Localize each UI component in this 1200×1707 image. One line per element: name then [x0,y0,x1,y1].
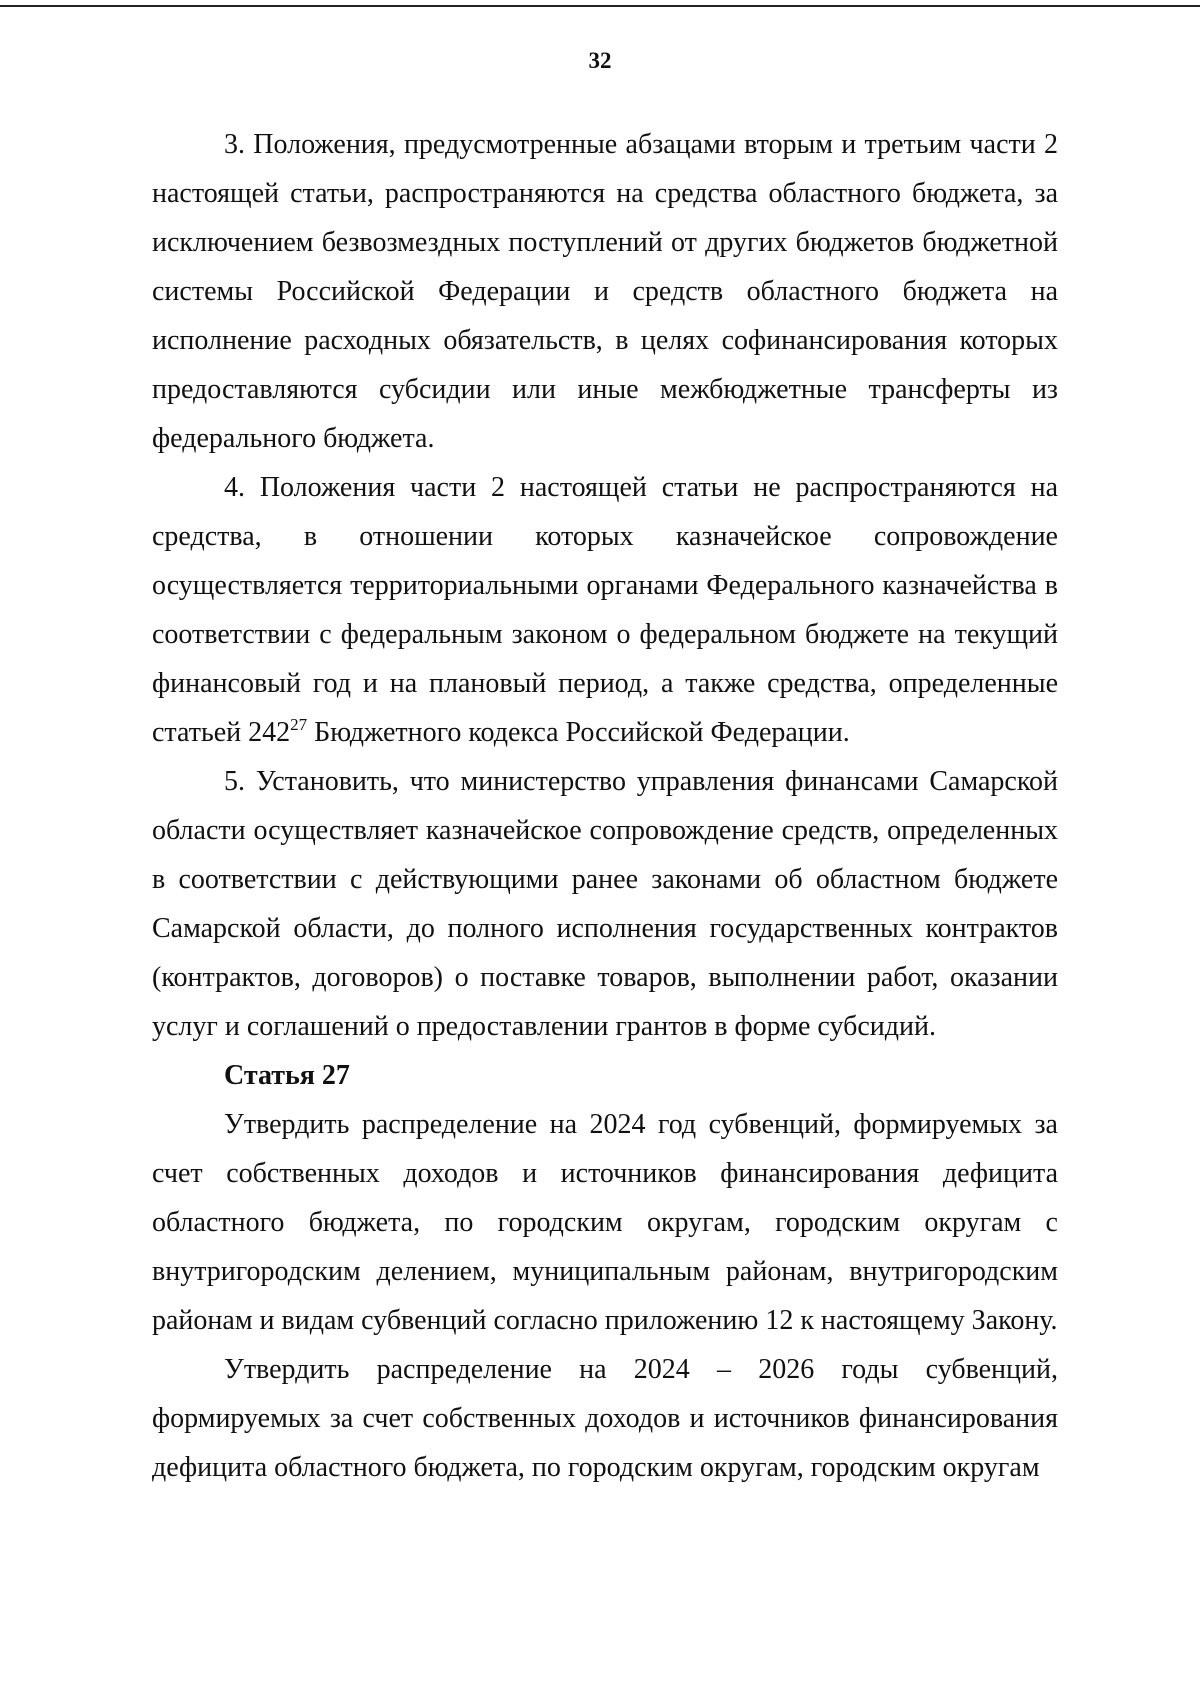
article-superscript: 27 [290,715,308,734]
paragraph-5: 5. Установить, что министерство управления финансами Самарской области осуществляет казначейское сопровождение средств, определенных в соответствии с действующими ранее законами об областном бюджете Самарской области, до полного исполнения государственных контрактов (контрактов, договоров) о поставке товаров, выполнении работ, оказании услуг и соглашений о предоставлении грантов в форме субсидий. [152,766,1058,1042]
article-27-paragraph-1: Утвердить распределение на 2024 год субвенций, формируемых за счет собственных доходов и источников финансирования дефицита областного бюджета, по городским округам, городским округам с внутригородским делением, муниципальным районам, внутригородским районам и видам субвенций согласно приложению 12 к настоящему Закону. [152,1109,1058,1336]
paragraph-4-text: 4. Положения части 2 настоящей статьи не распространяются на средства, в отношении которых казначейское сопровождение осуществляется территориальными органами Федерального казначейства в соответствии с федеральным законом о федеральном бюджете на текущий финансовый год и на плановый период, а также средства, определенные статьей 242 [152,472,1058,748]
article-27-paragraph-2: Утвердить распределение на 2024 – 2026 годы субвенций, формируемых за счет собственных доходов и источников финансирования дефицита областного бюджета, по городским округам, городским округам [152,1354,1058,1483]
top-border-line [0,5,1200,7]
paragraph-3: 3. Положения, предусмотренные абзацами вторым и третьим части 2 настоящей статьи, распространяются на средства областного бюджета, за исключением безвозмездных поступлений от других бюджетов бюджетной системы Российской Федерации и средств областного бюджета на исполнение расходных обязательств, в целях софинансирования которых предоставляются субсидии или иные межбюджетные трансферты из федерального бюджета. [152,129,1058,454]
page-number: 32 [588,48,612,73]
article-27-heading: Статья 27 [224,1060,350,1091]
paragraph-4 [152,463,1058,757]
paragraph-4-text-end: Бюджетного кодекса Российской Федерации. [307,717,850,748]
document-body [152,120,1058,1492]
